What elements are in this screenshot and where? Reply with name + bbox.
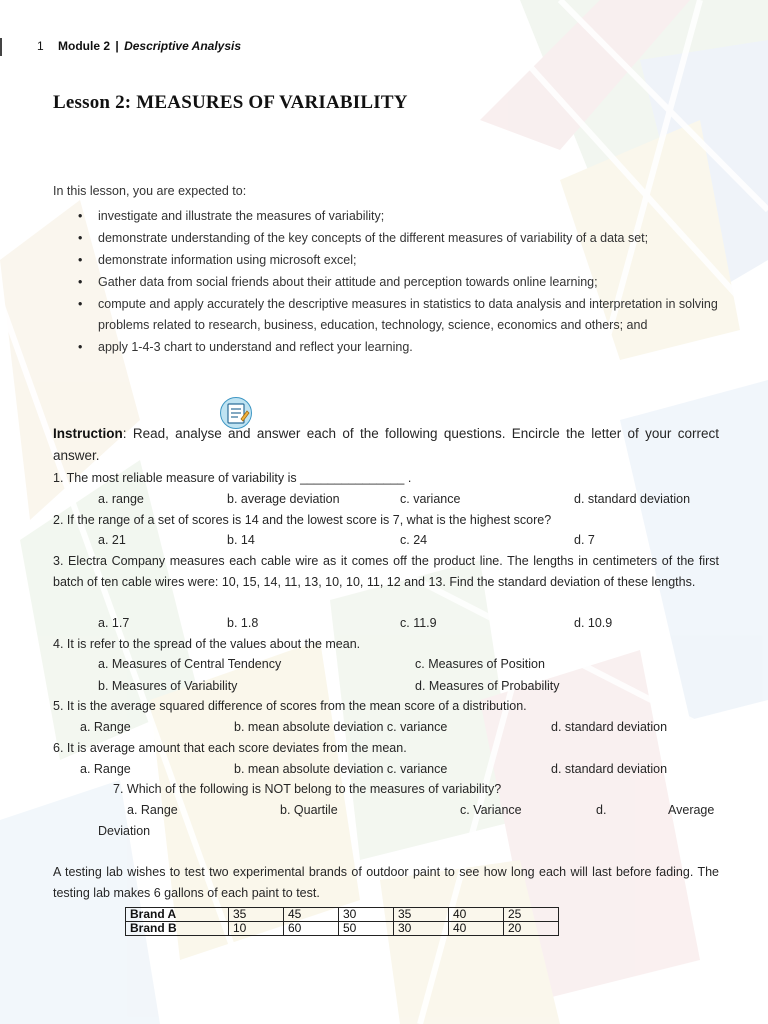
question-4: 4. It is refer to the spread of the values about the mean. bbox=[53, 637, 361, 651]
objectives-list bbox=[78, 206, 718, 359]
objective-item: • demonstrate understanding of the key concepts of the different measures of variability of a data set; bbox=[78, 228, 718, 249]
q1-option-a: a. range bbox=[98, 492, 144, 506]
q7-option-b: b. Quartile bbox=[280, 803, 338, 817]
table-cell: 50 bbox=[339, 922, 394, 936]
q7-option-d-text: Average bbox=[668, 803, 715, 817]
question-1: 1. The most reliable measure of variability is _______________ . bbox=[53, 471, 412, 485]
table-cell: 30 bbox=[339, 908, 394, 922]
objective-item: • Gather data from social friends about their attitude and perception towards online learning; bbox=[78, 272, 718, 293]
q4-option-d: d. Measures of Probability bbox=[415, 679, 560, 693]
q2-option-a: a. 21 bbox=[98, 533, 126, 547]
intro-text: In this lesson, you are expected to: bbox=[53, 184, 247, 198]
q3-option-a: a. 1.7 bbox=[98, 616, 130, 630]
q7-option-d-wrap: Deviation bbox=[98, 824, 151, 838]
q2-option-d: d. 7 bbox=[574, 533, 595, 547]
q2-option-c: c. 24 bbox=[400, 533, 428, 547]
objective-item: • apply 1-4-3 chart to understand and reflect your learning. bbox=[78, 337, 718, 358]
paint-problem-text: A testing lab wishes to test two experimental brands of outdoor paint to see how long each will last before fading. The testing lab makes 6 gallons of each paint to test. bbox=[53, 865, 719, 900]
q7-option-d-letter: d. bbox=[596, 803, 607, 817]
q7-option-c: c. Variance bbox=[460, 803, 522, 817]
lesson-title: Lesson 2: MEASURES OF VARIABILITY bbox=[53, 92, 408, 113]
objective-item: • demonstrate information using microsoft excel; bbox=[78, 250, 718, 271]
q2-option-b: b. 14 bbox=[227, 533, 255, 547]
table-cell: 35 bbox=[394, 908, 449, 922]
table-cell: 40 bbox=[449, 908, 504, 922]
table-row bbox=[126, 908, 559, 922]
table-cell: 30 bbox=[394, 922, 449, 936]
q4-option-a: a. Measures of Central Tendency bbox=[98, 657, 282, 671]
q4-option-b: b. Measures of Variability bbox=[98, 679, 238, 693]
q3-option-d: d. 10.9 bbox=[574, 616, 613, 630]
table-cell: 45 bbox=[284, 908, 339, 922]
question-5: 5. It is the average squared difference of scores from the mean score of a distribution. bbox=[53, 699, 527, 713]
header-margin-bar bbox=[0, 38, 2, 56]
q5-option-d: d. standard deviation bbox=[551, 720, 668, 734]
table-cell: 40 bbox=[449, 922, 504, 936]
question-3: 3. Electra Company measures each cable wire as it comes off the product line. The lengths in centimeters of the first batch of ten cable wires were: 10, 15, 14, 11, 13, 10, 10, 11, 12 and 13. Find the standard deviation of these lengths. bbox=[53, 554, 719, 589]
table-cell: 10 bbox=[229, 922, 284, 936]
q1-option-b: b. average deviation bbox=[227, 492, 340, 506]
q4-option-c: c. Measures of Position bbox=[415, 657, 545, 671]
question-7: 7. Which of the following is NOT belong to the measures of variability? bbox=[113, 782, 502, 796]
table-row-label: Brand A bbox=[126, 908, 229, 922]
q1-option-d: d. standard deviation bbox=[574, 492, 691, 506]
q3-option-c: c. 11.9 bbox=[400, 616, 437, 630]
page-header bbox=[37, 39, 241, 53]
table-cell: 20 bbox=[504, 922, 559, 936]
q6-option-d: d. standard deviation bbox=[551, 762, 668, 776]
instruction-text: : Read, analyse and answer each of the following questions. Encircle the letter of your correct answer. bbox=[53, 426, 719, 463]
table-row bbox=[126, 922, 559, 936]
header-separator: | bbox=[115, 39, 119, 53]
q1-option-c: c. variance bbox=[400, 492, 461, 506]
table-row-label: Brand B bbox=[126, 922, 229, 936]
table-cell: 35 bbox=[229, 908, 284, 922]
q3-option-b: b. 1.8 bbox=[227, 616, 259, 630]
module-label: Module 2 bbox=[58, 39, 111, 53]
q6-option-bc: b. mean absolute deviation c. variance bbox=[234, 762, 448, 776]
question-6: 6. It is average amount that each score deviates from the mean. bbox=[53, 741, 407, 755]
q5-option-bc: b. mean absolute deviation c. variance bbox=[234, 720, 448, 734]
q5-option-a: a. Range bbox=[80, 720, 131, 734]
instruction-label: Instruction bbox=[53, 426, 123, 441]
question-2: 2. If the range of a set of scores is 14 and the lowest score is 7, what is the highest score? bbox=[53, 513, 552, 527]
objective-item: • investigate and illustrate the measures of variability; bbox=[78, 206, 718, 227]
paint-data-table bbox=[125, 907, 559, 936]
table-cell: 60 bbox=[284, 922, 339, 936]
q7-option-a: a. Range bbox=[127, 803, 178, 817]
module-subtitle: Descriptive Analysis bbox=[124, 39, 242, 53]
page-number: 1 bbox=[37, 39, 44, 53]
instruction-paragraph bbox=[53, 423, 719, 467]
table-cell: 25 bbox=[504, 908, 559, 922]
q6-option-a: a. Range bbox=[80, 762, 131, 776]
objective-item: • compute and apply accurately the descriptive measures in statistics to data analysis and interpretation in solving problems related to research, business, education, technology, science, economics and others; and bbox=[78, 294, 718, 336]
